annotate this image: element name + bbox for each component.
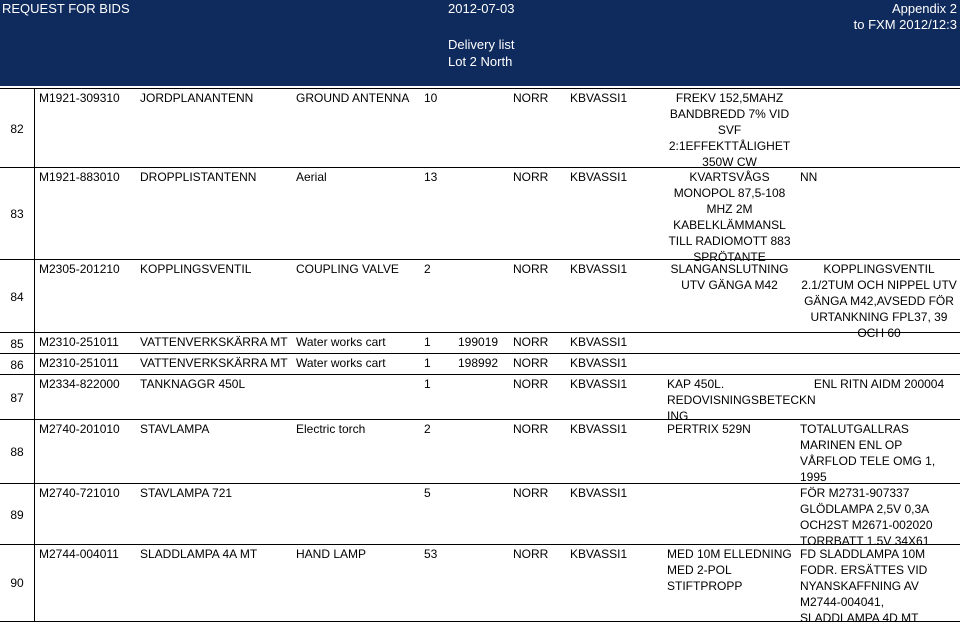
- location: KBVASSI1: [570, 486, 628, 500]
- article-code: M2305-201210: [39, 262, 120, 276]
- name-english: GROUND ANTENNA: [296, 91, 410, 105]
- row-number: 90: [0, 545, 35, 621]
- article-code: M1921-883010: [39, 170, 120, 184]
- remark-note: ENL RITN AIDM 200004: [813, 377, 945, 391]
- location: KBVASSI1: [570, 335, 628, 349]
- row-number: 86: [0, 354, 35, 375]
- area: NORR: [513, 335, 549, 349]
- name-english: Electric torch: [296, 422, 366, 436]
- article-code: M1921-309310: [39, 91, 120, 105]
- quantity: 2: [424, 422, 431, 436]
- article-code: M2334-822000: [39, 377, 120, 391]
- quantity: 53: [424, 547, 438, 561]
- name-english: HAND LAMP: [296, 547, 367, 561]
- appendix-label: Appendix 2: [891, 1, 957, 16]
- row-number: 82: [0, 89, 35, 168]
- remark-technical: KAP 450L. REDOVISNINGSBETECKN ING: [667, 377, 816, 423]
- serial-number: 199019: [458, 335, 499, 349]
- document-date: 2012-07-03: [448, 1, 515, 16]
- name-swedish: VATTENVERKSKÄRRA MT: [140, 356, 288, 370]
- area: NORR: [513, 486, 549, 500]
- article-code: M2744-004011: [39, 547, 119, 561]
- remark-technical: PERTRIX 529N: [667, 422, 751, 436]
- table-row: [0, 88, 960, 168]
- remark-note: FD SLADDLAMPA 10M FODR. ERSÄTTES VID NYANSKAFFNING AV M2744-004041, SLADDLAMPA 4D MT: [800, 547, 928, 625]
- article-code: M2740-201010: [39, 422, 120, 436]
- name-english: Water works cart: [296, 356, 386, 370]
- article-code: M2310-251011: [39, 335, 119, 349]
- area: NORR: [513, 356, 549, 370]
- lot-label: Lot 2 North: [448, 54, 513, 69]
- row-number: 87: [0, 375, 35, 420]
- table-row: [0, 483, 960, 548]
- row-number: 89: [0, 484, 35, 545]
- article-code: M2740-721010: [39, 486, 120, 500]
- name-english: Water works cart: [296, 335, 386, 349]
- article-code: M2310-251011: [39, 356, 119, 370]
- quantity: 10: [424, 91, 438, 105]
- quantity: 13: [424, 170, 438, 184]
- location: KBVASSI1: [570, 91, 628, 105]
- remark-note: KOPPLINGSVENTIL 2.1/2TUM OCH NIPPEL UTV GÄNGA M42,AVSEDD FÖR URTANKNING FPL37, 39 OCH 60: [801, 262, 957, 340]
- area: NORR: [513, 377, 549, 391]
- quantity: 1: [424, 335, 431, 349]
- name-english: Aerial: [296, 170, 327, 184]
- remark-technical: KVARTSVÅGS MONOPOL 87,5-108 MHZ 2M KABELKLÄMMANSL TILL RADIOMOTT 883 SPRÖTANTE: [668, 170, 791, 264]
- table-row: [0, 332, 960, 354]
- name-swedish: VATTENVERKSKÄRRA MT: [140, 335, 288, 349]
- table-row: [0, 353, 960, 375]
- row-number: 85: [0, 333, 35, 354]
- serial-number: 198992: [458, 356, 499, 370]
- row-number: 88: [0, 420, 35, 484]
- delivery-list-label: Delivery list: [448, 37, 515, 52]
- location: KBVASSI1: [570, 422, 628, 436]
- name-swedish: KOPPLINGSVENTIL: [140, 262, 252, 276]
- table-row: [0, 374, 960, 423]
- quantity: 1: [424, 356, 431, 370]
- area: NORR: [513, 547, 549, 561]
- area: NORR: [513, 91, 549, 105]
- location: KBVASSI1: [570, 377, 628, 391]
- reference-label: to FXM 2012/12:3: [853, 17, 957, 32]
- row-number: 84: [0, 260, 35, 333]
- table-row: [0, 419, 960, 484]
- name-swedish: SLADDLAMPA 4A MT: [140, 547, 258, 561]
- quantity: 1: [424, 377, 431, 391]
- area: NORR: [513, 170, 549, 184]
- remark-technical: FREKV 152,5MAHZ BANDBREDD 7% VID SVF 2:1EFFEKTTÅLIGHET 350W CW: [668, 91, 791, 169]
- remark-technical: SLANGANSLUTNING UTV GÄNGA M42: [670, 262, 789, 292]
- location: KBVASSI1: [570, 547, 628, 561]
- name-swedish: DROPPLISTANTENN: [140, 170, 257, 184]
- name-swedish: STAVLAMPA: [140, 422, 210, 436]
- remark-technical: MED 10M ELLEDNING MED 2-POL STIFTPROPP: [667, 547, 792, 593]
- area: NORR: [513, 262, 549, 276]
- location: KBVASSI1: [570, 262, 628, 276]
- area: NORR: [513, 422, 549, 436]
- name-swedish: JORDPLANANTENN: [140, 91, 254, 105]
- quantity: 2: [424, 262, 431, 276]
- document-title: REQUEST FOR BIDS: [2, 1, 130, 16]
- name-swedish: TANKNAGGR 450L: [140, 377, 246, 391]
- page-header: [0, 0, 960, 86]
- remark-note: TOTALUTGALLRAS MARINEN ENL OP VÅRFLOD TELE OMG 1, 1995: [800, 422, 936, 484]
- table-row: [0, 259, 960, 340]
- name-swedish: STAVLAMPA 721: [140, 486, 233, 500]
- table-row: [0, 167, 960, 264]
- location: KBVASSI1: [570, 170, 628, 184]
- name-english: COUPLING VALVE: [296, 262, 399, 276]
- table-row: [0, 544, 960, 625]
- location: KBVASSI1: [570, 356, 628, 370]
- quantity: 5: [424, 486, 431, 500]
- row-number: 83: [0, 168, 35, 260]
- remark-note: FÖR M2731-907337 GLÖDLAMPA 2,5V 0,3A OCH2ST M2671-002020 TORRBATT 1.5V 34X61: [800, 486, 933, 548]
- remark-note: NN: [800, 170, 818, 184]
- remark-note: [800, 90, 958, 156]
